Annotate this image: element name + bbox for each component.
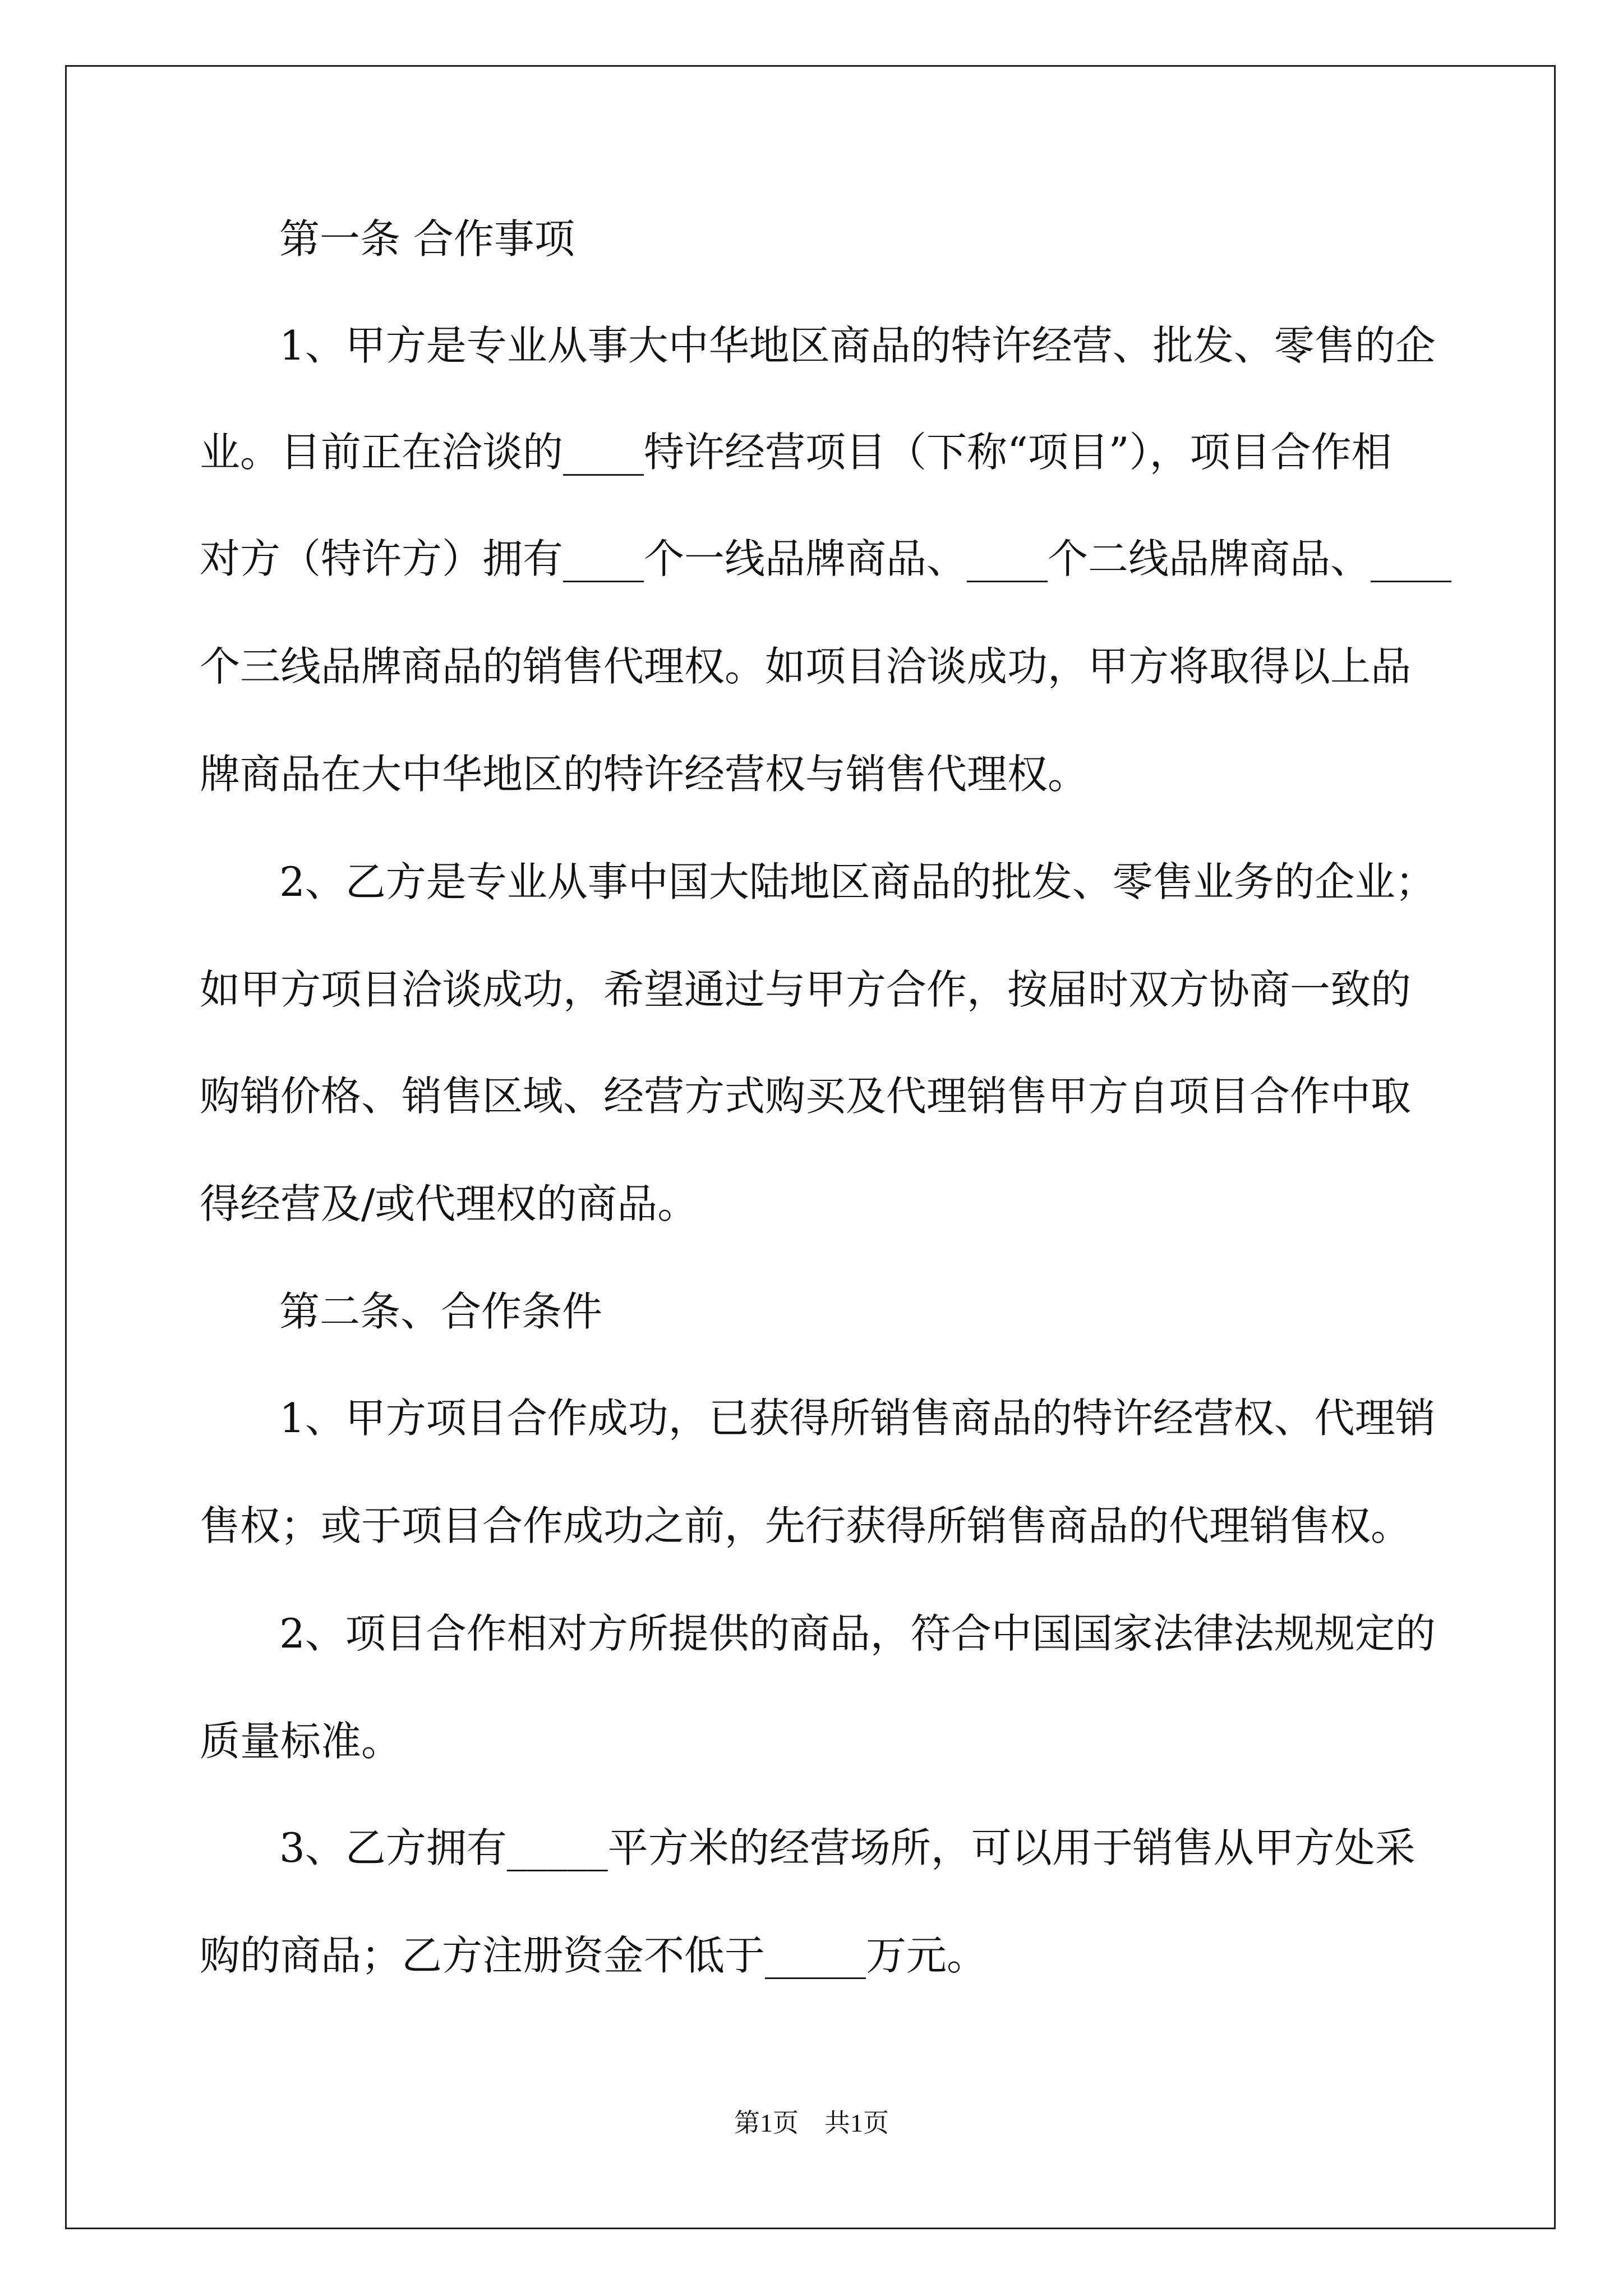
- paragraph-line: 1、甲方是专业从事大中华地区商品的特许经营、批发、零售的企: [279, 322, 1436, 369]
- paragraph-line: 个三线品牌商品的销售代理权。如项目洽谈成功，甲方将取得以上品: [200, 643, 1412, 690]
- paragraph-line: 业。目前正在洽谈的____特许经营项目（下称“项目”），项目合作相: [200, 429, 1392, 476]
- paragraph-line: 牌商品在大中华地区的特许经营权与销售代理权。: [200, 751, 1089, 798]
- paragraph-line: 购销价格、销售区域、经营方式购买及代理销售甲方自项目合作中取: [200, 1073, 1412, 1120]
- paragraph-line: 购的商品；乙方注册资金不低于_____万元。: [200, 1932, 988, 1979]
- paragraph-line: 对方（特许方）拥有____个一线品牌商品、____个二线品牌商品、____: [200, 535, 1452, 582]
- paragraph-line: 2、项目合作相对方所提供的商品，符合中国国家法律法规规定的: [279, 1610, 1436, 1657]
- paragraph-line: 质量标准。: [200, 1718, 402, 1765]
- section-heading: 第二条、合作条件: [279, 1288, 603, 1335]
- section-heading: 第一条 合作事项: [279, 215, 575, 263]
- paragraph-line: 得经营及/或代理权的商品。: [200, 1180, 698, 1227]
- page-footer: 第1页 共1页: [734, 2109, 889, 2137]
- page-border: [65, 65, 1556, 2229]
- paragraph-line: 3、乙方拥有_____平方米的经营场所，可以用于销售从甲方处采: [279, 1824, 1415, 1871]
- paragraph-line: 2、乙方是专业从事中国大陆地区商品的批发、零售业务的企业；: [279, 858, 1436, 905]
- paragraph-line: 1、甲方项目合作成功，已获得所销售商品的特许经营权、代理销: [279, 1395, 1436, 1442]
- paragraph-line: 如甲方项目洽谈成功，希望通过与甲方合作，按届时双方协商一致的: [200, 966, 1412, 1013]
- paragraph-line: 售权；或于项目合作成功之前，先行获得所销售商品的代理销售权。: [200, 1502, 1412, 1549]
